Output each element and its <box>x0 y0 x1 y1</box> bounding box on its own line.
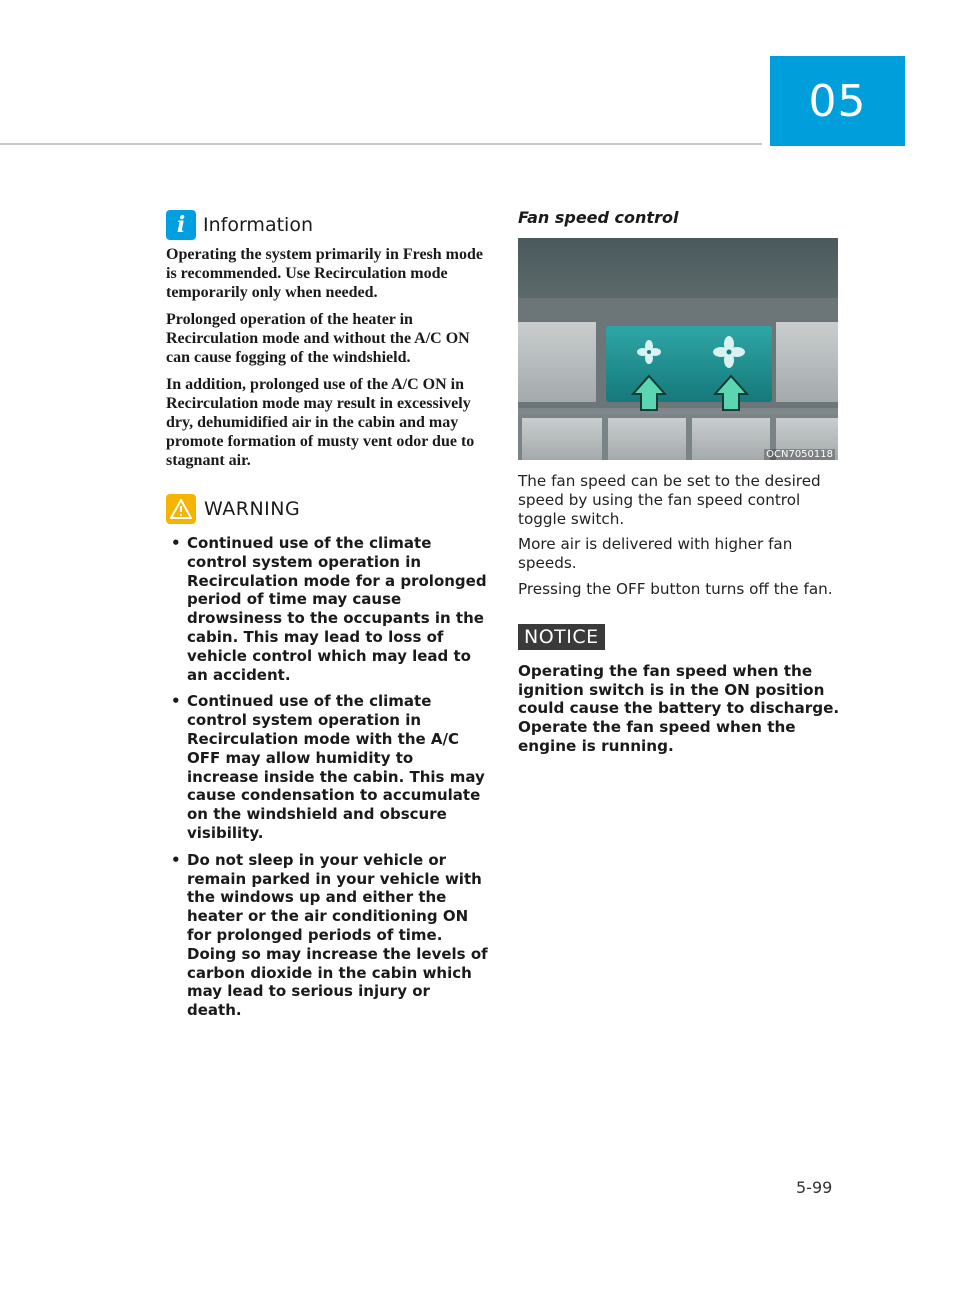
warning-header <box>166 490 488 528</box>
left-column <box>166 205 488 1028</box>
warning-item: • Continued use of the climate control system operation in Recirculation mode for a prolonged period of time may cause drowsiness to the occupants in the cabin. This may lead to loss of vehicle control which may lead to an accident. <box>166 534 488 684</box>
fan-control-illustration <box>518 238 838 460</box>
information-header <box>166 205 488 245</box>
info-paragraph: Prolonged operation of the heater in Recirculation mode and without the A/C ON can cause fogging of the windshield. <box>166 311 470 366</box>
header-rule <box>0 143 762 145</box>
fan-paragraph: Pressing the OFF button turns off the fan. <box>518 579 833 598</box>
section-title: Fan speed control <box>518 208 679 227</box>
info-paragraph: Operating the system primarily in Fresh mode is recommended. Use Recirculation mode temporarily only when needed. <box>166 246 484 301</box>
notice-badge: NOTICE <box>518 624 605 650</box>
right-column <box>518 205 840 756</box>
warning-item: • Continued use of the climate control system operation in Recirculation mode with the A/C OFF may allow humidity to increase inside the cabin. This may cause condensation to accumulate on the windshield and obscure visibility. <box>166 692 488 842</box>
information-title: Information <box>203 214 313 236</box>
warning-triangle-icon <box>166 494 196 524</box>
warning-title: WARNING <box>204 498 301 520</box>
warning-item: • Do not sleep in your vehicle or remain parked in your vehicle with the windows up and either the heater or the air conditioning ON for prolonged periods of time. Doing so may increase the levels of carbon dioxide in the cabin which may lead to serious injury or death. <box>166 851 488 1020</box>
fan-speed-toggle <box>606 326 772 402</box>
warning-list <box>166 534 488 1020</box>
figure-caption: OCN7050118 <box>766 449 833 460</box>
chapter-tab: 05 <box>770 56 905 146</box>
fan-paragraph: The fan speed can be set to the desired speed by using the fan speed control toggle switch. <box>518 472 821 528</box>
page-number: 5-99 <box>796 1178 833 1197</box>
fan-control-figure <box>518 238 838 460</box>
info-icon: i <box>166 210 196 240</box>
notice-text: Operating the fan speed when the ignition switch is in the ON position could cause the battery to discharge. Operate the fan speed when the engine is running. <box>518 661 840 755</box>
fan-paragraph: More air is delivered with higher fan speeds. <box>518 535 793 573</box>
info-paragraph: In addition, prolonged use of the A/C ON in Recirculation mode may result in excessively dry, dehumidified air in the cabin and may promote formation of musty vent odor due to stagnant air. <box>166 376 475 469</box>
